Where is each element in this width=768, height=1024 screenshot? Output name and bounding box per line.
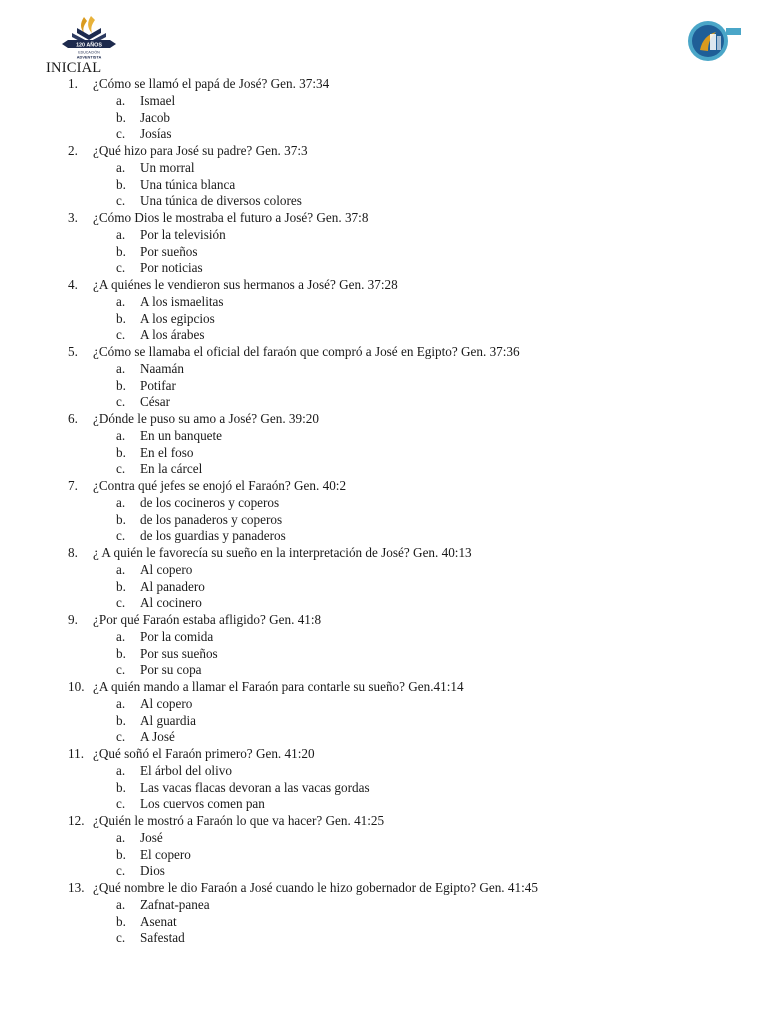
option-letter: a. — [116, 494, 126, 510]
quiz-list — [0, 76, 768, 947]
option-text: Al panadero — [140, 578, 205, 594]
answer-option — [0, 579, 768, 596]
question-number: 4. — [68, 277, 78, 292]
answer-option — [0, 260, 768, 277]
option-text: Dios — [140, 863, 165, 879]
answer-option — [0, 461, 768, 478]
option-letter: a. — [116, 561, 126, 577]
option-letter: a. — [116, 628, 126, 644]
answer-option — [0, 227, 768, 244]
option-text: Por sus sueños — [140, 645, 218, 661]
answer-option — [0, 327, 768, 344]
option-letter: b. — [116, 310, 126, 326]
question-item — [0, 344, 768, 361]
answer-option — [0, 361, 768, 378]
question-item — [0, 143, 768, 160]
option-text: Al guardia — [140, 712, 197, 728]
option-letter: a. — [116, 896, 126, 912]
logo-education-text: EDUCACIÓN — [78, 50, 100, 55]
answer-option — [0, 177, 768, 194]
option-text: Asenat — [140, 913, 177, 929]
option-letter: a. — [116, 226, 126, 242]
option-letter: b. — [116, 444, 126, 460]
question-number: 13. — [68, 880, 85, 895]
answer-option — [0, 646, 768, 663]
question-item — [0, 746, 768, 763]
question-text: ¿Qué nombre le dio Faraón a José cuando le hizo gobernador de Egipto? Gen. 41:45 — [93, 880, 538, 895]
question-text: ¿Qué soñó el Faraón primero? Gen. 41:20 — [93, 746, 315, 761]
option-letter: a. — [116, 360, 126, 376]
option-letter: c. — [116, 528, 126, 544]
option-letter: c. — [116, 461, 126, 477]
answer-option — [0, 763, 768, 780]
question-item — [0, 210, 768, 227]
answer-option — [0, 662, 768, 679]
question-number: 6. — [68, 411, 78, 426]
answer-option — [0, 729, 768, 746]
option-letter: b. — [116, 176, 126, 192]
option-letter: a. — [116, 92, 126, 108]
option-text: A los árabes — [140, 327, 205, 343]
answer-option — [0, 629, 768, 646]
option-text: Zafnat-panea — [140, 896, 210, 912]
question-item — [0, 411, 768, 428]
option-text: Por sueños — [140, 243, 198, 259]
option-letter: c. — [116, 729, 126, 745]
answer-option — [0, 562, 768, 579]
option-text: Al copero — [140, 561, 193, 577]
option-letter: c. — [116, 595, 126, 611]
answer-option — [0, 863, 768, 880]
option-text: El árbol del olivo — [140, 762, 232, 778]
question-item — [0, 545, 768, 562]
answer-option — [0, 160, 768, 177]
option-text: En la cárcel — [140, 461, 203, 477]
answer-option — [0, 110, 768, 127]
question-number: 3. — [68, 210, 78, 225]
option-letter: b. — [116, 846, 126, 862]
question-item — [0, 679, 768, 696]
option-letter: a. — [116, 762, 126, 778]
answer-option — [0, 126, 768, 143]
option-letter: c. — [116, 260, 126, 276]
option-letter: c. — [116, 327, 126, 343]
option-text: de los panaderos y coperos — [140, 511, 283, 527]
option-text: de los cocineros y coperos — [140, 494, 280, 510]
answer-option — [0, 528, 768, 545]
option-letter: c. — [116, 126, 126, 142]
question-number: 9. — [68, 612, 78, 627]
answer-option — [0, 378, 768, 395]
question-number: 12. — [68, 813, 85, 828]
answer-option — [0, 847, 768, 864]
option-text: Por la televisión — [140, 226, 226, 242]
option-letter: b. — [116, 779, 126, 795]
question-text: ¿Qué hizo para José su padre? Gen. 37:3 — [93, 143, 308, 158]
logo-years-text: 120 AÑOS — [76, 42, 102, 49]
option-text: Una túnica blanca — [140, 176, 236, 192]
option-text: En el foso — [140, 444, 194, 460]
question-number: 2. — [68, 143, 78, 158]
answer-option — [0, 93, 768, 110]
page-heading: INICIAL — [46, 60, 102, 76]
question-item — [0, 813, 768, 830]
question-text: ¿Por qué Faraón estaba afligido? Gen. 41:8 — [93, 612, 322, 627]
question-item — [0, 76, 768, 93]
option-letter: b. — [116, 377, 126, 393]
option-text: Las vacas flacas devoran a las vacas gordas — [140, 779, 370, 795]
question-text: ¿Cómo se llamó el papá de José? Gen. 37:34 — [93, 76, 330, 91]
option-text: Safestad — [140, 930, 185, 946]
question-text: ¿A quiénes le vendieron sus hermanos a José? Gen. 37:28 — [93, 277, 398, 292]
answer-option — [0, 445, 768, 462]
flame-book-icon — [60, 14, 118, 64]
option-text: Una túnica de diversos colores — [140, 193, 302, 209]
question-item — [0, 478, 768, 495]
answer-option — [0, 830, 768, 847]
option-letter: a. — [116, 427, 126, 443]
option-letter: b. — [116, 511, 126, 527]
option-text: Por su copa — [140, 662, 202, 678]
option-text: Potifar — [140, 377, 176, 393]
option-text: El copero — [140, 846, 191, 862]
option-letter: c. — [116, 930, 126, 946]
question-text: ¿Quién le mostró a Faraón lo que va hacer? Gen. 41:25 — [93, 813, 385, 828]
question-text: ¿Cómo se llamaba el oficial del faraón que compró a José en Egipto? Gen. 37:36 — [93, 344, 520, 359]
answer-option — [0, 428, 768, 445]
option-text: Un morral — [140, 159, 195, 175]
option-text: Ismael — [140, 92, 176, 108]
answer-option — [0, 244, 768, 261]
answer-option — [0, 897, 768, 914]
option-letter: b. — [116, 578, 126, 594]
answer-option — [0, 780, 768, 797]
question-number: 10. — [68, 679, 85, 694]
option-text: A los ismaelitas — [140, 293, 224, 309]
option-letter: c. — [116, 796, 126, 812]
option-text: Josías — [140, 126, 172, 142]
answer-option — [0, 294, 768, 311]
answer-option — [0, 595, 768, 612]
option-text: de los guardias y panaderos — [140, 528, 286, 544]
question-item — [0, 880, 768, 897]
question-text: ¿Cómo Dios le mostraba el futuro a José? Gen. 37:8 — [93, 210, 369, 225]
option-letter: c. — [116, 863, 126, 879]
option-text: Naamán — [140, 360, 184, 376]
option-text: A José — [140, 729, 175, 745]
option-letter: b. — [116, 913, 126, 929]
option-letter: b. — [116, 645, 126, 661]
option-text: José — [140, 829, 163, 845]
question-number: 7. — [68, 478, 78, 493]
option-letter: b. — [116, 712, 126, 728]
answer-option — [0, 512, 768, 529]
option-text: Al copero — [140, 695, 193, 711]
question-item — [0, 277, 768, 294]
question-text: ¿A quién mando a llamar el Faraón para contarle su sueño? Gen.41:14 — [93, 679, 464, 694]
option-text: Los cuervos comen pan — [140, 796, 265, 812]
option-letter: b. — [116, 109, 126, 125]
question-number: 5. — [68, 344, 78, 359]
option-text: César — [140, 394, 171, 410]
adventist-education-logo — [60, 14, 118, 64]
answer-option — [0, 713, 768, 730]
option-text: Jacob — [140, 109, 171, 125]
option-letter: a. — [116, 829, 126, 845]
answer-option — [0, 796, 768, 813]
question-number: 1. — [68, 76, 78, 91]
answer-option — [0, 930, 768, 947]
question-text: ¿Dónde le puso su amo a José? Gen. 39:20 — [93, 411, 319, 426]
school-circle-icon — [686, 20, 742, 62]
option-letter: c. — [116, 193, 126, 209]
logo-adventist-text: ADVENTISTA — [76, 54, 102, 60]
option-letter: c. — [116, 394, 126, 410]
option-text: En un banquete — [140, 427, 223, 443]
question-text: ¿ A quién le favorecía su sueño en la interpretación de José? Gen. 40:13 — [93, 545, 472, 560]
answer-option — [0, 495, 768, 512]
option-letter: b. — [116, 243, 126, 259]
answer-option — [0, 914, 768, 931]
answer-option — [0, 394, 768, 411]
option-letter: c. — [116, 662, 126, 678]
answer-option — [0, 311, 768, 328]
question-item — [0, 612, 768, 629]
option-text: Por noticias — [140, 260, 203, 276]
option-text: Al cocinero — [140, 595, 202, 611]
answer-option — [0, 696, 768, 713]
answer-option — [0, 193, 768, 210]
option-letter: a. — [116, 695, 126, 711]
question-number: 8. — [68, 545, 78, 560]
question-number: 11. — [68, 746, 84, 761]
option-letter: a. — [116, 293, 126, 309]
question-text: ¿Contra qué jefes se enojó el Faraón? Gen. 40:2 — [93, 478, 347, 493]
school-logo — [686, 20, 742, 62]
option-text: A los egipcios — [140, 310, 215, 326]
option-letter: a. — [116, 159, 126, 175]
option-text: Por la comida — [140, 628, 214, 644]
